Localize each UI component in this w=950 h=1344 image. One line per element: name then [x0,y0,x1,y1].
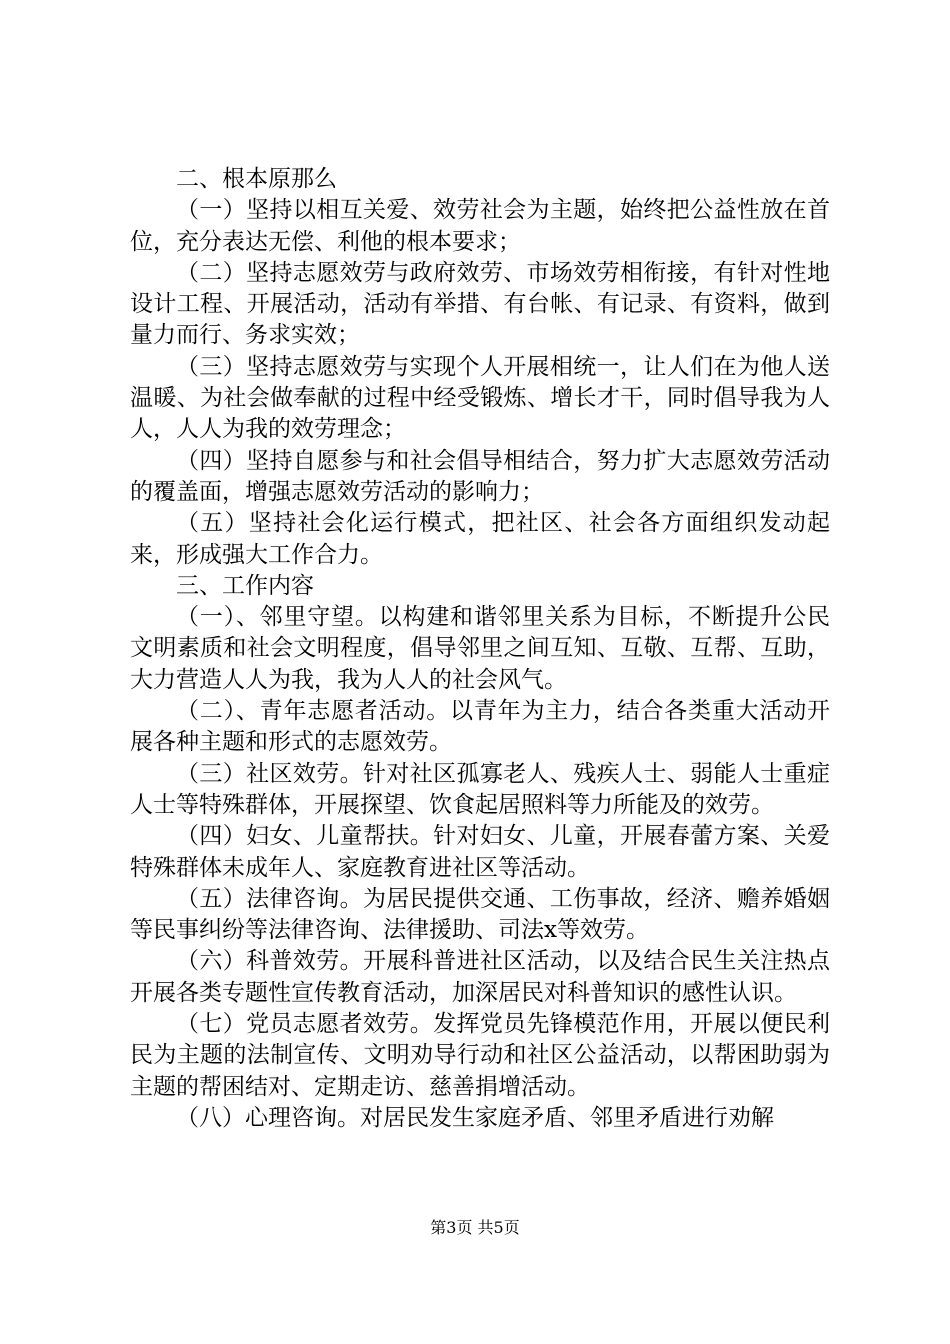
work-item-7: （七）党员志愿者效劳。发挥党员先锋模范作用，开展以便民利民为主题的法制宣传、文明劝导行动和社区公益活动，以帮困助弱为主题的帮困结对、定期走访、慈善捐增活动。 [130,1011,830,1100]
work-item-2: （二）、青年志愿者活动。以青年为主力，结合各类重大活动开展各种主题和形式的志愿效劳。 [130,698,830,756]
principle-item-1: （一）坚持以相互关爱、效劳社会为主题，始终把公益性放在首位，充分表达无偿、利他的根本要求； [130,197,830,255]
principle-item-4: （四）坚持自愿参与和社会倡导相结合，努力扩大志愿效劳活动的覆盖面，增强志愿效劳活动的影响力； [130,447,830,505]
principle-item-3: （三）坚持志愿效劳与实现个人开展相统一，让人们在为他人送温暖、为社会做奉献的过程中经受锻炼、增长才干，同时倡导我为人人，人人为我的效劳理念； [130,353,830,443]
section-heading-work-content: 三、工作内容 [176,572,314,599]
principle-item-5: （五）坚持社会化运行模式，把社区、社会各方面组织发动起来，形成强大工作合力。 [130,510,830,568]
work-item-5: （五）法律咨询。为居民提供交通、工伤事故，经济、赡养婚姻等民事纠纷等法律咨询、法律援助、司法x等效劳。 [130,885,830,944]
principle-item-2: （二）坚持志愿效劳与政府效劳、市场效劳相衔接，有针对性地设计工程、开展活动，活动有举措、有台帐、有记录、有资料，做到量力而行、务求实效； [130,259,830,349]
work-item-8: （八）心理咨询。对居民发生家庭矛盾、邻里矛盾进行劝解 [176,1104,774,1131]
work-item-1: （一）、邻里守望。以构建和谐邻里关系为目标，不断提升公民文明素质和社会文明程度，倡导邻里之间互知、互敬、互帮、互助，大力营造人人为我，我为人人的社会风气。 [130,604,830,693]
section-heading-principles: 二、根本原那么 [176,166,337,192]
page-footer: 第3页 共5页 [430,1218,520,1237]
document-body [130,164,830,1134]
work-item-6: （六）科普效劳。开展科普进社区活动，以及结合民生关注热点开展各类专题性宣传教育活动，加深居民对科普知识的感性认识。 [130,948,830,1006]
work-item-3: （三）社区效劳。针对社区孤寡老人、残疾人士、弱能人士重症人士等特殊群体，开展探望、饮食起居照料等力所能及的效劳。 [130,760,830,818]
work-item-4: （四）妇女、儿童帮扶。针对妇女、儿童，开展春蕾方案、关爱特殊群体未成年人、家庭教育进社区等活动。 [130,823,830,881]
